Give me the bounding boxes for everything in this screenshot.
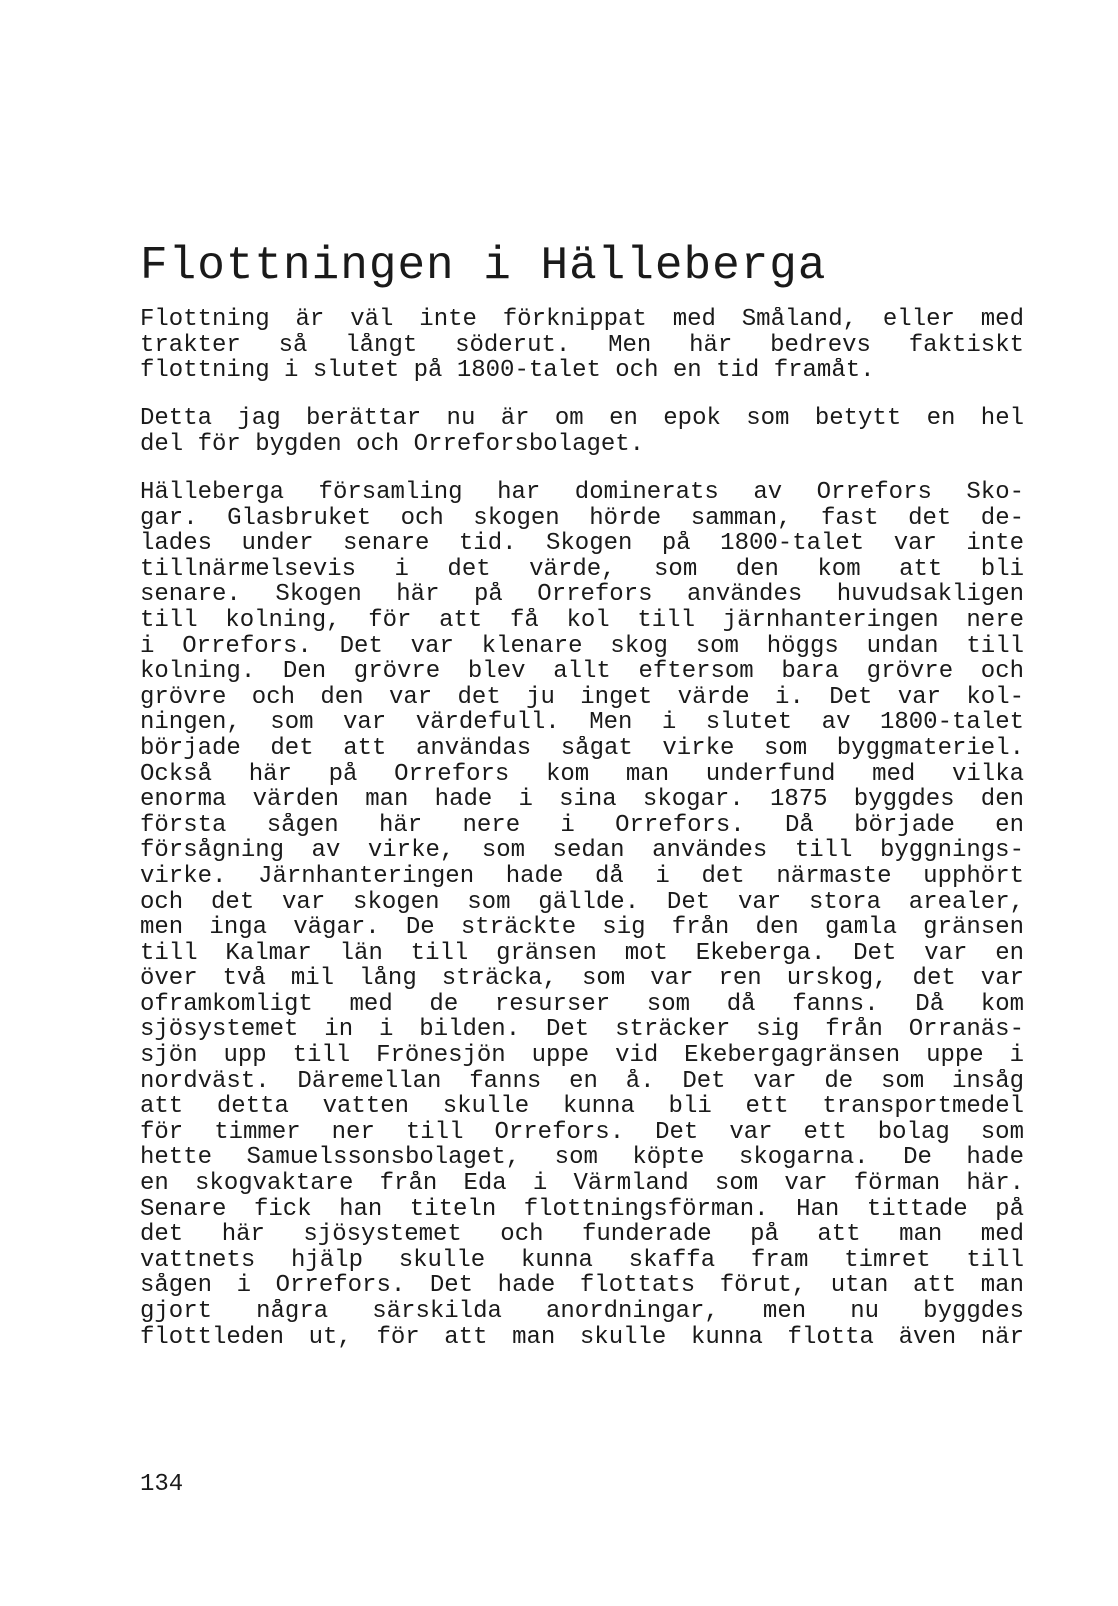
text-line: ningen, som var värdefull. Men i slutet av 1800-talet [140,710,1024,736]
text-line: Detta jag berättar nu är om en epok som betytt en hel [140,406,1024,432]
text-line: lades under senare tid. Skogen på 1800-talet var inte [140,531,1024,557]
text-line: senare. Skogen här på Orrefors användes huvudsakligen [140,582,1024,608]
text-line: vattnets hjälp skulle kunna skaffa fram timret till [140,1247,1024,1274]
text-line: enorma värden man hade i sina skogar. 1875 byggdes den [140,787,1024,813]
text-line: första sågen här nere i Orrefors. Då började en [140,812,1024,839]
text-line: sjön upp till Frönesjön uppe vid Ekebergagränsen uppe i [140,1043,1024,1069]
text-line: för timmer ner till Orrefors. Det var ett bolag som [140,1119,1024,1146]
text-line: över två mil lång sträcka, som var ren urskog, det var [140,966,1024,992]
text-line: hette Samuelssonsbolaget, som köpte skogarna. De hade [140,1145,1024,1172]
text-line: men inga vägar. De sträckte sig från den gamla gränsen [140,915,1024,941]
text-line: till kolning, för att få kol till järnhanteringen nere [140,607,1024,634]
text-line: att detta vatten skulle kunna bli ett transportmedel [140,1094,1024,1120]
paragraph-2 [140,406,1024,457]
text-line: gjort några särskilda anordningar, men nu byggdes [140,1299,1024,1325]
text-line: det här sjösystemet och funderade på att man med [140,1222,1024,1248]
text-line: flottning i slutet på 1800-talet och en tid framåt. [140,358,875,384]
text-line: flottleden ut, för att man skulle kunna flotta även när [140,1324,1024,1351]
text-line: kolning. Den grövre blev allt eftersom bara grövre och [140,659,1024,685]
text-line: trakter så långt söderut. Men här bedrevs faktiskt [140,332,1024,359]
text-line: gar. Glasbruket och skogen hörde samman, fast det de- [140,505,1024,532]
page-title: Flottningen i Hälleberga [140,240,827,292]
text-line: Också här på Orrefors kom man underfund med vilka [140,761,1024,788]
text-line: sågen i Orrefors. Det hade flottats förut, utan att man [140,1273,1024,1299]
text-line: virke. Järnhanteringen hade då i det närmaste upphört [140,863,1024,890]
text-line: till Kalmar län till gränsen mot Ekeberga. Det var en [140,940,1024,967]
text-line: Flottning är väl inte förknippat med Småland, eller med [140,307,1024,333]
paragraph-3 [140,480,1024,1350]
text-line: grövre och den var det ju inget värde i. Det var kol- [140,684,1024,711]
text-line: del för bygden och Orreforsbolaget. [140,431,645,458]
text-line: Hälleberga församling har dominerats av Orrefors Sko- [140,480,1024,506]
text-line: och det var skogen som gällde. Det var stora arealer, [140,889,1024,916]
text-line: började det att användas sågat virke som byggmateriel. [140,735,1024,762]
text-line: i Orrefors. Det var klenare skog som höggs undan till [140,633,1024,660]
text-line: nordväst. Däremellan fanns en å. Det var de som insåg [140,1068,1024,1095]
text-line: oframkomligt med de resurser som då fanns. Då kom [140,991,1024,1018]
paragraph-1 [140,307,1024,384]
text-line: en skogvaktare från Eda i Värmland som var förman här. [140,1171,1024,1197]
text-line: tillnärmelsevis i det värde, som den kom att bli [140,556,1024,583]
text-line: Senare fick han titeln flottningsförman. Han tittade på [140,1196,1024,1223]
text-line: sjösystemet in i bilden. Det sträcker sig från Orranäs- [140,1017,1024,1044]
page-number: 134 [140,1471,184,1498]
text-line: försågning av virke, som sedan användes till byggnings- [140,838,1024,864]
